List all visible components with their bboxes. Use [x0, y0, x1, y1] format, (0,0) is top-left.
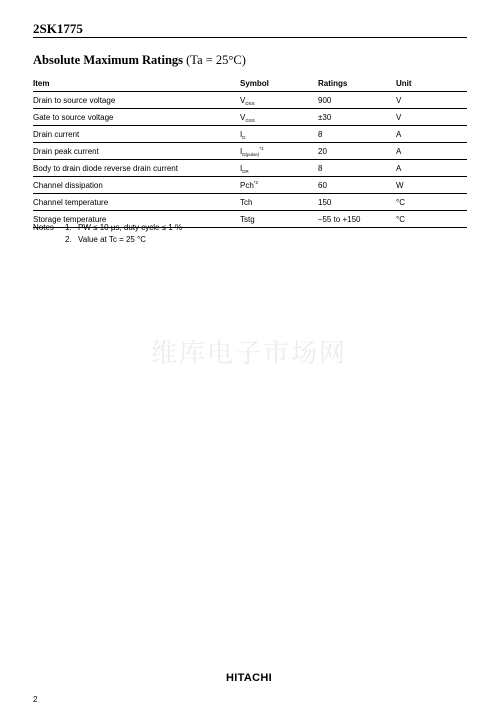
- table-row: [33, 194, 467, 211]
- unit-cell: W: [396, 180, 404, 190]
- note-item: [33, 234, 182, 246]
- note-number: 1.: [65, 223, 72, 232]
- rating-cell: 20: [318, 146, 327, 156]
- rating-cell: 8: [318, 163, 323, 173]
- unit-cell: A: [396, 129, 402, 139]
- table-row: [33, 143, 467, 160]
- note-text: PW ≤ 10 µs, duty cycle ≤ 1 %: [78, 223, 183, 232]
- document-part-number: 2SK1775: [33, 21, 83, 36]
- note-text: Value at Tc = 25 °C: [78, 235, 147, 244]
- unit-cell: A: [396, 146, 402, 156]
- page-number: 2: [33, 695, 38, 704]
- item-cell: Channel dissipation: [33, 180, 103, 190]
- item-cell: Channel temperature: [33, 197, 109, 207]
- header-rule: [33, 37, 467, 38]
- item-cell: Drain peak current: [33, 146, 99, 156]
- table-row: [33, 126, 467, 143]
- column-header-ratings: Ratings: [318, 76, 396, 92]
- table-row: [33, 109, 467, 126]
- unit-cell: V: [396, 112, 402, 122]
- section-condition: (Ta = 25°C): [186, 53, 246, 67]
- item-cell: Drain to source voltage: [33, 95, 116, 105]
- item-cell: Storage temperature: [33, 214, 107, 224]
- rating-cell: 8: [318, 129, 323, 139]
- symbol-cell: $V_{GSS}$: [240, 112, 255, 123]
- rating-cell: 900: [318, 95, 332, 105]
- unit-cell: °C: [396, 214, 405, 224]
- rating-cell: –55 to +150: [318, 214, 361, 224]
- rating-cell: 60: [318, 180, 327, 190]
- item-cell: Gate to source voltage: [33, 112, 114, 122]
- notes: [33, 222, 182, 246]
- symbol-cell: $I_D$: [240, 129, 246, 140]
- item-cell: Body to drain diode reverse drain current: [33, 163, 178, 173]
- symbol-cell: Tstg: [240, 214, 255, 224]
- unit-cell: °C: [396, 197, 405, 207]
- section-title: [33, 53, 246, 68]
- watermark: 维库电子市场网: [150, 339, 347, 369]
- unit-cell: A: [396, 163, 402, 173]
- symbol-cell: Tch: [240, 197, 253, 207]
- symbol-cell: $I_{DR}$: [240, 163, 249, 174]
- note-item: [33, 222, 182, 234]
- column-header-item: Item: [33, 76, 240, 92]
- unit-cell: V: [396, 95, 402, 105]
- symbol-cell: Pch$^{*2}$: [240, 179, 259, 190]
- table-row: [33, 160, 467, 177]
- table-header-row: [33, 76, 467, 92]
- table-row: [33, 177, 467, 194]
- ratings-table: [33, 76, 467, 228]
- table-row: [33, 92, 467, 109]
- column-header-unit: Unit: [396, 76, 467, 92]
- symbol-cell: $I_{D(pulse)}^{*1}$: [240, 145, 264, 157]
- section-title-text: Absolute Maximum Ratings: [33, 53, 184, 67]
- rating-cell: 150: [318, 197, 332, 207]
- symbol-cell: $V_{DSS}$: [240, 95, 255, 106]
- rating-cell: ±30: [318, 112, 332, 122]
- item-cell: Drain current: [33, 129, 80, 139]
- column-header-symbol: Symbol: [240, 76, 318, 92]
- note-number: 2.: [65, 235, 72, 244]
- hitachi-logo: HITACHI: [226, 672, 272, 684]
- notes-label: Notes: [33, 223, 54, 232]
